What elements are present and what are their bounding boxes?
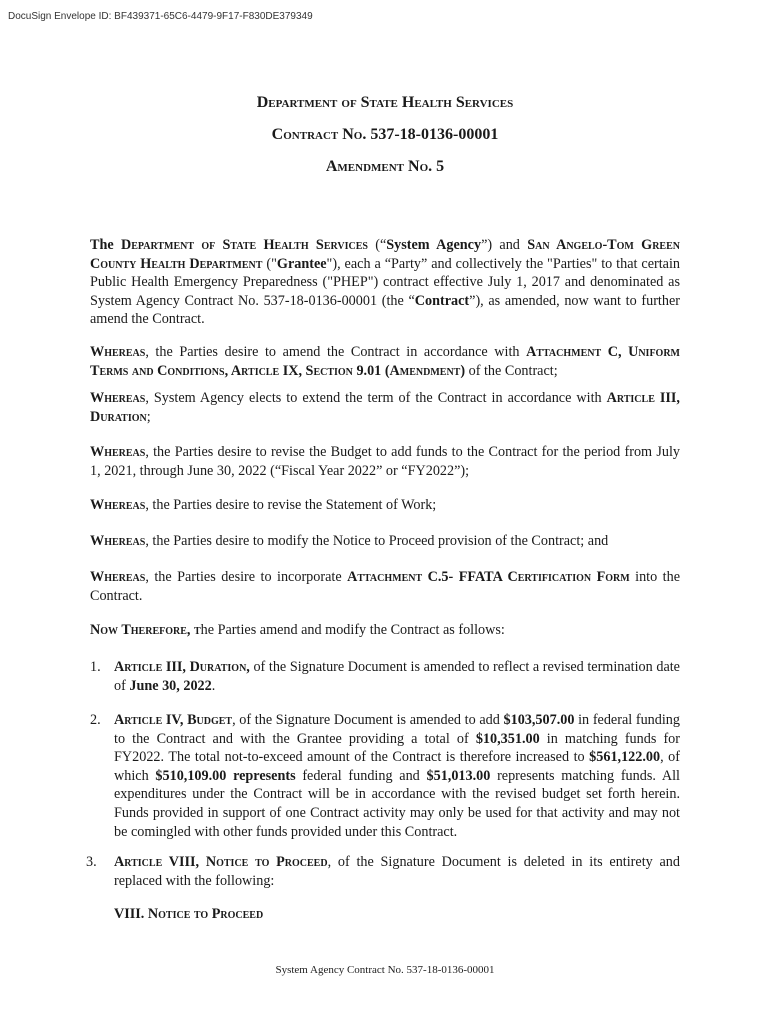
intro-contract: Contract [414, 292, 470, 309]
recital-3-text: , the Parties desire to revise the Budget to add funds to the Contract for the period from July 1, 2021, through June 30, 2022 (“Fiscal Year 2022” or “FY2022”); [90, 444, 680, 479]
item-text-end: . [211, 677, 216, 694]
recital-2-end: ; [146, 408, 151, 425]
recital-1-text: , the Parties desire to amend the Contract in accordance with [145, 344, 527, 360]
whereas-label: Whereas [90, 569, 146, 585]
termination-date: June 30, 2022 [129, 677, 212, 694]
item-body [114, 711, 680, 841]
recital-4 [90, 496, 680, 515]
amendment-number-title: Amendment No. 5 [325, 158, 445, 175]
contract-number-title: Contract No. 537-18-0136-00001 [271, 126, 499, 143]
item-number: 2. [90, 712, 101, 728]
item-body [114, 658, 680, 695]
item-text: , of the Signature Document is amended to add [232, 712, 504, 728]
item-text: , of the Signature Document is deleted in its entirety and replaced with the following: [114, 854, 680, 889]
amendment-item-1 [90, 658, 680, 695]
intro-text-4: "), each a “Party” and collectively the "Parties" to that certain Public Health Emergency Preparedness ("PHEP") contract effective July 1, 2017 and denominated as System Agency Contract No. 537-18-0136-00001 (the “ [90, 255, 680, 309]
now-therefore-label: Now Therefore, t [90, 622, 201, 638]
intro-text-3: (" [262, 255, 277, 272]
item-text: , of which [114, 749, 680, 784]
item-text: federal funding and [295, 767, 427, 784]
recital-2-ref: Article III, Duration [90, 390, 680, 425]
whereas-label: Whereas [90, 390, 146, 406]
recital-5-text: , the Parties desire to modify the Notice to Proceed provision of the Contract; and [145, 533, 609, 549]
recital-6-ref: Attachment C.5- FFATA Certification Form [347, 569, 630, 585]
item-number: 3. [86, 854, 97, 870]
total-amount: $561,122.00 [589, 749, 661, 766]
intro-the: The [90, 237, 121, 253]
intro-system-agency: System Agency [386, 237, 482, 253]
recital-1-ref: Attachment C, Uniform Terms and Conditions, Article IX, Section 9.01 (Amendment) [90, 344, 680, 379]
amendment-item-3 [86, 853, 680, 890]
whereas-label: Whereas [90, 444, 146, 460]
recital-5 [90, 532, 680, 551]
intro-text-5: ”), as amended, now want to further amend the Contract. [90, 292, 680, 328]
recital-2 [90, 389, 680, 426]
notice-to-proceed-heading: VIII. Notice to Proceed [114, 906, 264, 922]
now-therefore-text: he Parties amend and modify the Contract as follows: [200, 622, 505, 638]
page-footer: System Agency Contract No. 537-18-0136-00001 [275, 964, 495, 976]
intro-dshs: Department of State Health Services [120, 237, 368, 253]
recital-3 [90, 443, 680, 480]
item-body [114, 853, 680, 890]
department-title: Department of State Health Services [256, 94, 514, 111]
item-ref: Article VIII, Notice to Proceed [114, 854, 328, 870]
intro-text-1: (“ [367, 237, 387, 253]
item-number: 1. [90, 659, 101, 675]
intro-text-2: ”) and [481, 237, 528, 253]
matching-funds-amount: $10,351.00 [475, 730, 540, 747]
amendment-item-2 [90, 711, 680, 841]
whereas-label: Whereas [90, 533, 146, 549]
recital-6 [90, 568, 680, 605]
docusign-envelope-id: DocuSign Envelope ID: BF439371-65C6-4479-9F17-F830DE379349 [8, 11, 313, 22]
item-ref: Article III, Duration, [114, 659, 250, 675]
federal-funding-amount: $103,507.00 [503, 712, 575, 728]
intro-paragraph [90, 236, 680, 329]
total-federal-amount: $510,109.00 represents [155, 767, 296, 784]
intro-grantee: Grantee [276, 255, 327, 272]
item-text: in federal funding to the Contract and with the Grantee providing a total of [114, 712, 680, 747]
item-text: in matching funds for FY2022. The total not-to-exceed amount of the Contract is therefore increased to [114, 730, 680, 766]
recital-6-text: , the Parties desire to incorporate [145, 569, 348, 585]
total-matching-amount: $51,013.00 [426, 767, 491, 784]
now-therefore [90, 621, 680, 640]
item-text: represents matching funds. All expenditures under the Contract will be in accordance with the revised budget set forth herein. Funds provided in support of one Contract activity may only be used for that activity and may not be comingled with other funds provided under this Contract. [114, 767, 680, 840]
item-ref: Article IV, Budget [114, 712, 233, 728]
recital-4-text: , the Parties desire to revise the Statement of Work; [145, 497, 437, 513]
recital-1 [90, 343, 680, 380]
recital-2-text: , System Agency elects to extend the term of the Contract in accordance with [145, 390, 607, 406]
recital-6-end: into the Contract. [90, 569, 680, 604]
recital-1-end: of the Contract; [465, 362, 558, 379]
item-text: of the Signature Document is amended to reflect a revised termination date of [114, 659, 680, 694]
whereas-label: Whereas [90, 497, 146, 513]
whereas-label: Whereas [90, 344, 146, 360]
intro-grantee-name: San Angelo-Tom Green County Health Department [90, 237, 680, 272]
